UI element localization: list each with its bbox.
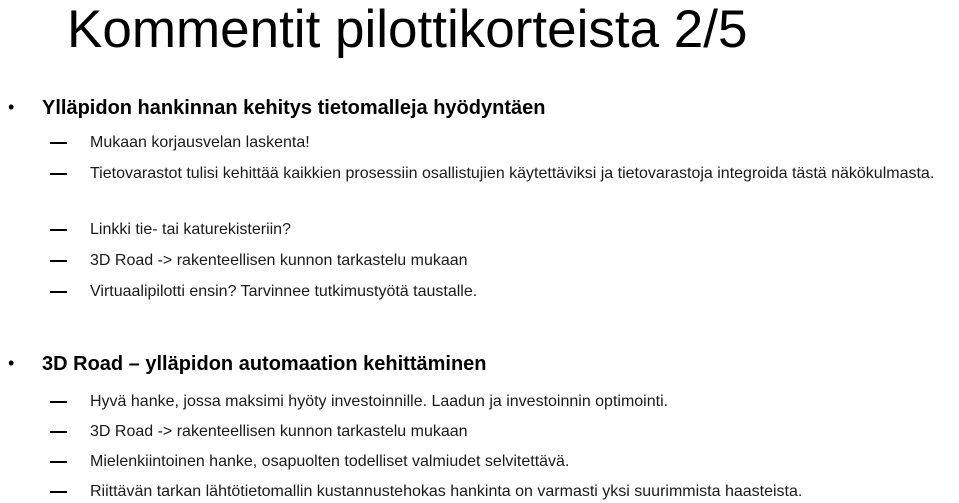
list-item xyxy=(90,481,802,502)
list-item xyxy=(90,250,468,271)
dash-icon xyxy=(50,260,67,262)
dash-icon xyxy=(50,173,67,175)
list-item xyxy=(90,281,477,302)
section-heading-text: Ylläpidon hankinnan kehitys tietomalleja hyödyntäen xyxy=(42,97,546,119)
list-item xyxy=(90,421,468,442)
list-item xyxy=(90,163,950,184)
section-heading-text: 3D Road – ylläpidon automaation kehittäminen xyxy=(42,353,487,375)
list-item-text: Mukaan korjausvelan laskenta! xyxy=(90,134,310,151)
dash-icon xyxy=(50,401,67,403)
list-item-text: Virtuaalipilotti ensin? Tarvinnee tutkimustyötä taustalle. xyxy=(90,283,478,300)
dash-icon xyxy=(50,229,67,231)
dash-icon xyxy=(50,461,67,463)
bullet-icon: • xyxy=(8,97,15,117)
section-heading-1 xyxy=(8,97,546,120)
list-item-text: Tietovarastot tulisi kehittää kaikkien prosessiin osallistujien käytettäviksi ja tietovarastoja integroida tästä näkökulmasta. xyxy=(90,165,935,182)
dash-icon xyxy=(50,142,67,144)
dash-icon xyxy=(50,291,67,293)
list-item xyxy=(90,132,310,153)
list-item xyxy=(90,451,569,472)
list-item-text: Mielenkiintoinen hanke, osapuolten todelliset valmiudet selvitettävä. xyxy=(90,453,570,470)
dash-icon xyxy=(50,491,67,493)
list-item-text: 3D Road -> rakenteellisen kunnon tarkastelu mukaan xyxy=(90,252,468,269)
list-item-text: 3D Road -> rakenteellisen kunnon tarkastelu mukaan xyxy=(90,423,468,440)
list-item xyxy=(90,391,668,412)
slide-title: Kommentit pilottikorteista 2/5 xyxy=(67,0,748,59)
list-item-text: Linkki tie- tai katurekisteriin? xyxy=(90,221,291,238)
list-item-text: Hyvä hanke, jossa maksimi hyöty investoinnille. Laadun ja investoinnin optimointi. xyxy=(90,393,669,410)
bullet-icon: • xyxy=(8,353,15,373)
list-item-text: Riittävän tarkan lähtötietomallin kustannustehokas hankinta on varmasti yksi suurimmista haasteista. xyxy=(90,483,803,500)
section-heading-2 xyxy=(8,353,487,376)
list-item xyxy=(90,219,291,240)
dash-icon xyxy=(50,431,67,433)
